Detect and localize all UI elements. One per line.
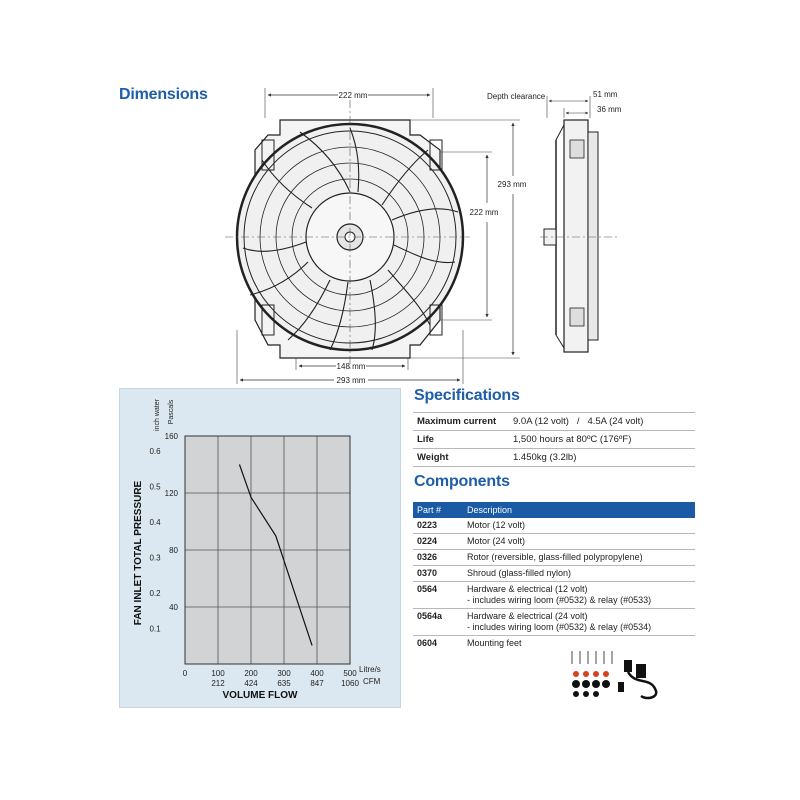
y-tick-label-pascals: 160 (164, 432, 178, 441)
y-tick-label-inch: 0.6 (149, 447, 161, 457)
desc-line: Shroud (glass-filled nylon) (467, 568, 572, 578)
y-tick-label-pascals: 40 (169, 603, 178, 612)
desc-line: Rotor (reversible, glass-filled polypropylene) (467, 552, 643, 562)
fan-dimension-drawing (0, 0, 800, 390)
part-number: 0326 (413, 550, 463, 566)
dim-depth-outer: 51 mm (593, 90, 618, 99)
part-number: 0370 (413, 566, 463, 582)
x-axis-label: VOLUME FLOW (222, 690, 298, 701)
part-number: 0223 (413, 518, 463, 534)
spec-key: Life (413, 431, 509, 449)
dimensions-heading: Dimensions (119, 86, 208, 103)
dim-inner-height: 222 mm (469, 208, 499, 217)
specifications-table (413, 412, 695, 467)
specifications-heading: Specifications (414, 387, 520, 404)
y-tick-label-pascals: 80 (169, 546, 178, 555)
y-tick-label-inch: 0.2 (149, 589, 161, 599)
components-table (413, 502, 695, 651)
dim-bottom-width: 293 mm (336, 376, 366, 385)
y-units-left: inch water (154, 399, 161, 431)
part-description (463, 566, 695, 582)
desc-line-2: - includes wiring loom (#0532) & relay (#0533) (467, 595, 652, 605)
x-tick-label: 300 (277, 669, 291, 678)
x-tick-label-cfm: 212 (211, 679, 225, 688)
x-tick-label-cfm: 847 (310, 679, 324, 688)
part-description (463, 582, 695, 609)
dim-top-width: 222 mm (338, 91, 368, 100)
spec-row (413, 449, 695, 467)
y-tick-label-inch: 0.3 (149, 553, 161, 563)
part-number: 0564a (413, 609, 463, 636)
desc-line: Motor (24 volt) (467, 536, 526, 546)
fan-performance-chart (119, 388, 399, 706)
x-tick-label: 100 (211, 669, 225, 678)
part-description (463, 550, 695, 566)
desc-line: Mounting feet (467, 638, 522, 648)
spec-row (413, 413, 695, 431)
x-tick-label: 400 (310, 669, 324, 678)
x-units-top: Litre/s (359, 665, 381, 674)
part-description (463, 609, 695, 636)
part-description (463, 534, 695, 550)
desc-line-2: - includes wiring loom (#0532) & relay (#0534) (467, 622, 652, 632)
desc-line: Hardware & electrical (24 volt) (467, 611, 588, 621)
y-units-right: Pascals (168, 399, 175, 425)
part-number: 0224 (413, 534, 463, 550)
part-description (463, 518, 695, 534)
y-axis-label: FAN INLET TOTAL PRESSURE (133, 480, 144, 626)
fan-side-view (544, 120, 598, 352)
x-units-bottom: CFM (363, 677, 381, 686)
depth-clearance-label: Depth clearance (487, 92, 546, 101)
part-number: 0564 (413, 582, 463, 609)
spec-row (413, 431, 695, 449)
x-tick-label-cfm: 635 (277, 679, 291, 688)
x-tick-label: 500 (343, 669, 357, 678)
table-row (413, 609, 695, 636)
dim-inner-width: 148 mm (336, 362, 366, 371)
table-row (413, 518, 695, 534)
components-header-row (413, 502, 695, 518)
description-header: Description (463, 502, 695, 518)
part-number-header: Part # (413, 502, 463, 518)
dim-depth-inner: 36 mm (597, 105, 622, 114)
y-tick-label-inch: 0.4 (149, 518, 161, 528)
spec-value: 1.450kg (3.2lb) (509, 449, 695, 467)
table-row (413, 566, 695, 582)
dim-outer-height: 293 mm (497, 180, 527, 189)
table-row (413, 582, 695, 609)
part-number: 0604 (417, 638, 438, 648)
table-row (413, 534, 695, 550)
hardware-kit-image (566, 646, 666, 704)
x-tick-label: 0 (182, 669, 188, 678)
y-tick-label-pascals: 120 (164, 489, 178, 498)
y-tick-label-inch: 0.5 (149, 482, 161, 492)
table-row (413, 550, 695, 566)
components-heading: Components (414, 473, 510, 490)
y-tick-label-inch: 0.1 (149, 624, 161, 634)
x-tick-label-cfm: 424 (244, 679, 258, 688)
desc-line: Hardware & electrical (12 volt) (467, 584, 588, 594)
x-tick-label: 200 (244, 669, 258, 678)
desc-line: Motor (12 volt) (467, 520, 526, 530)
spec-key: Maximum current (413, 413, 509, 431)
spec-value: 9.0A (12 volt) / 4.5A (24 volt) (509, 413, 695, 431)
spec-key: Weight (413, 449, 509, 467)
spec-value: 1,500 hours at 80ºC (176ºF) (509, 431, 695, 449)
x-tick-label-cfm: 1060 (341, 679, 359, 688)
